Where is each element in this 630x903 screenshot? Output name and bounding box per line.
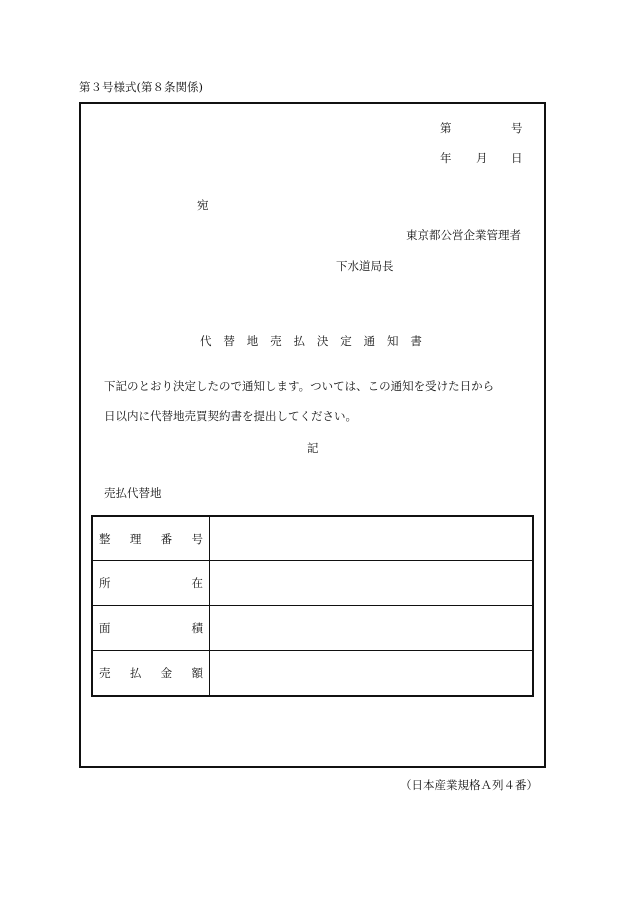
label-char: 所 — [99, 576, 111, 590]
number-label: 第 — [440, 121, 452, 135]
label-char: 番 — [160, 531, 173, 546]
label-char: 払 — [129, 666, 142, 680]
label-char: 額 — [191, 666, 203, 680]
sender-title: 下水道局長 — [336, 259, 394, 273]
title-char: 払 — [293, 334, 305, 348]
title-char: 代 — [200, 334, 212, 348]
row-label — [93, 561, 210, 605]
document-title — [200, 334, 422, 348]
table-row — [93, 606, 532, 651]
section-heading: 売払代替地 — [104, 486, 162, 500]
year-label: 年 — [440, 151, 452, 165]
footer-note: （日本産業規格Ａ列４番） — [400, 778, 538, 792]
table-row — [93, 651, 532, 695]
month-label: 月 — [476, 151, 488, 165]
title-char: 売 — [270, 334, 282, 348]
ki-mark: 記 — [307, 441, 319, 455]
table-row — [93, 561, 532, 606]
row-label — [93, 606, 210, 650]
addressee-suffix: 宛 — [197, 198, 209, 212]
title-char: 書 — [410, 334, 422, 348]
title-char: 決 — [316, 334, 329, 348]
title-char: 通 — [363, 334, 376, 348]
label-char: 金 — [160, 666, 173, 680]
row-label — [93, 517, 210, 560]
table-row — [93, 517, 532, 561]
form-number: 第３号様式(第８条関係) — [79, 80, 203, 94]
number-suffix: 号 — [511, 121, 523, 135]
row-value-field[interactable] — [211, 606, 532, 650]
label-char: 在 — [191, 576, 203, 590]
property-table — [91, 515, 534, 697]
label-char: 理 — [129, 531, 142, 546]
title-char: 知 — [387, 334, 399, 348]
row-value-field[interactable] — [211, 517, 532, 560]
day-label: 日 — [511, 151, 523, 165]
label-char: 売 — [99, 666, 111, 680]
title-char: 定 — [340, 334, 352, 348]
title-char: 地 — [246, 334, 259, 348]
label-char: 面 — [99, 621, 111, 635]
body-line-2: 日以内に代替地売買契約書を提出してください。 — [104, 409, 357, 423]
label-char: 号 — [191, 531, 203, 546]
row-value-field[interactable] — [211, 651, 532, 695]
title-char: 替 — [223, 334, 235, 348]
sender-org: 東京都公営企業管理者 — [406, 228, 521, 242]
label-char: 整 — [99, 531, 111, 546]
label-char: 積 — [191, 621, 203, 635]
row-label — [93, 651, 210, 695]
body-line-1: 下記のとおり決定したので通知します。ついては、この通知を受けた日から — [104, 379, 495, 393]
row-value-field[interactable] — [211, 561, 532, 605]
